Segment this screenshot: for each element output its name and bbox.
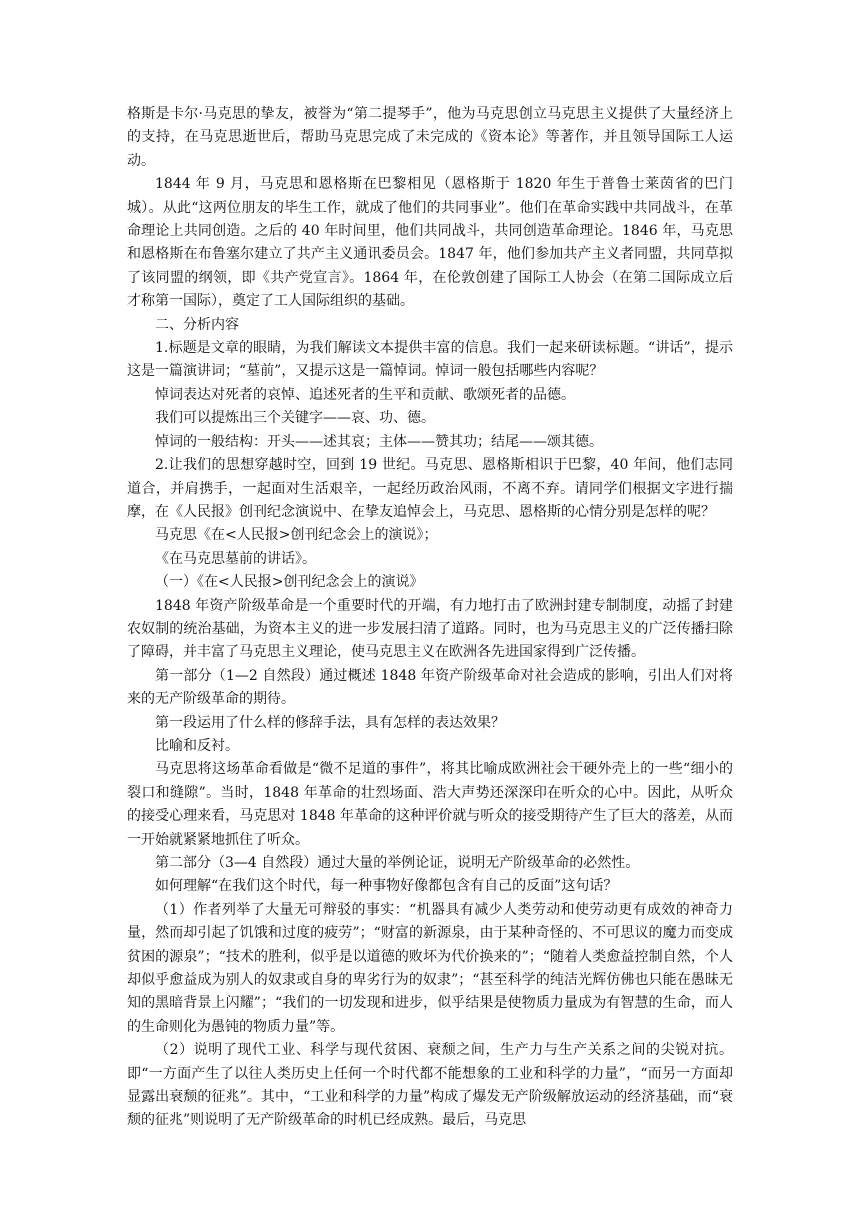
- paragraph-point-2: （2）说明了现代工业、科学与现代贫困、衰颓之间，生产力与生产关系之间的尖锐对抗。即“一方面产生了以往人类历史上任何一个时代都不能想象的工业和科学的力量”，“而另一方面却显露出衰颓的征兆”。其中，“工业和科学的力量”构成了爆发无产阶级解放运动的经济基础，而“衰颓的征兆”则说明了无产阶级革命的时机已经成熟。最后，马克思: [127, 1042, 733, 1129]
- paragraph-1848-revolution: 1848 年资产阶级革命是一个重要时代的开端，有力地打击了欧洲封建专制制度，动摇了封建农奴制的统治基础，为资本主义的进一步发展扫清了道路。同时，也为马克思主义的广泛传播扫除了障碍，并丰富了马克思主义理论，使马克思主义在欧洲各先进国家得到广泛传播。: [127, 597, 733, 661]
- subsection-heading-speech: （一）《在<人民报>创刊纪念会上的演说》: [155, 574, 424, 591]
- paragraph-part-one: 第一部分（1—2 自然段）通过概述 1848 年资产阶级革命对社会造成的影响，引出人们对将来的无产阶级革命的期待。: [127, 667, 733, 708]
- paragraph-question-rhetoric: 第一段运用了什么样的修辞手法，具有怎样的表达效果？: [155, 714, 505, 731]
- paragraph-question-opposite: 如何理解“在我们这个时代，每一种事物好像都包含有自己的反面”这句话？: [155, 878, 618, 895]
- paragraph-eulogy-structure: 悼词的一般结构：开头——述其哀；主体——赞其功；结尾——颂其德。: [155, 433, 603, 450]
- paragraph-metaphor-explanation: 马克思将这场革命看做是“微不足道的事件”，将其比喻成欧洲社会干硬外壳上的一些“细小的裂口和缝隙”。当时，1848 年革命的壮烈场面、浩大声势还深深印在听众的心中。因此，从听众的接受心理来看，马克思对 1848 年革命的这种评价就与听众的接受期待产生了巨大的落差，从而一开始就紧紧地抓住了听众。: [127, 761, 733, 848]
- paragraph-19th-century: 2.让我们的思想穿越时空，回到 19 世纪。马克思、恩格斯相识于巴黎，40 年间，他们志同道合，并肩携手，一起面对生活艰辛，一起经历政治风雨，不离不弃。请同学们根据文字进行揣摩，在《人民报》创刊纪念演说中、在挚友追悼会上，马克思、恩格斯的心情分别是怎样的呢？: [127, 457, 733, 520]
- paragraph-part-two: 第二部分（3—4 自然段）通过大量的举例论证，说明无产阶级革命的必然性。: [155, 855, 640, 871]
- paragraph-keywords: 我们可以提炼出三个关键字——哀、功、德。: [155, 410, 435, 427]
- section-heading-analysis: 二、分析内容: [155, 316, 239, 333]
- paragraph-1844-meeting: 1844 年 9 月，马克思和恩格斯在巴黎相见（恩格斯于 1820 年生于普鲁士莱茵省的巴门城）。从此“这两位朋友的毕生工作，就成了他们的共同事业”。他们在革命实践中共同战斗，在革命理论上共同创造。之后的 40 年时间里，他们共同战斗，共同创造革命理论。1846 年，马克思和恩格斯在布鲁塞尔建立了共产主义通讯委员会。1847 年，他们参加共产主义者同盟，共同草拟了该同盟的纲领，即《共产党宣言》。1864 年，在伦敦创建了国际工人协会（在第二国际成立后才称第一国际），奠定了工人国际组织的基础。: [127, 176, 733, 310]
- paragraph-engels-intro: 格斯是卡尔·马克思的挚友，被誉为“第二提琴手”，他为马克思创立马克思主义提供了大量经济上的支持，在马克思逝世后，帮助马克思完成了未完成的《资本论》等著作，并且领导国际工人运动。: [127, 106, 733, 169]
- paragraph-speech-title-1: 马克思《在<人民报>创刊纪念会上的演说》；: [155, 527, 438, 544]
- paragraph-title-analysis: 1.标题是文章的眼睛，为我们解读文本提供丰富的信息。我们一起来研读标题。“讲话”，提示这是一篇演讲词；“墓前”，又提示这是一篇悼词。悼词一般包括哪些内容呢？: [127, 340, 733, 380]
- paragraph-eulogy-content: 悼词表达对死者的哀悼、追述死者的生平和贡献、歌颂死者的品德。: [155, 386, 575, 403]
- paragraph-point-1: （1）作者列举了大量无可辩驳的事实：“机器具有减少人类劳动和使劳动更有成效的神奇力量，然而却引起了饥饿和过度的疲劳”；“财富的新源泉，由于某种奇怪的、不可思议的魔力而变成贫困的源泉”；“技术的胜利，似乎是以道德的败坏为代价换来的”；“随着人类愈益控制自然，个人却似乎愈益成为别人的奴隶或自身的卑劣行为的奴隶”；“甚至科学的纯洁光辉仿佛也只能在愚昧无知的黑暗背景上闪耀”；“我们的一切发现和进步，似乎结果是使物质力量成为有智慧的生命，而人的生命则化为愚钝的物质力量”等。: [127, 901, 733, 1035]
- paragraph-speech-title-2: 《在马克思墓前的讲话》。: [155, 550, 316, 567]
- document-page: [127, 103, 733, 1133]
- paragraph-answer-rhetoric: 比喻和反衬。: [155, 737, 239, 754]
